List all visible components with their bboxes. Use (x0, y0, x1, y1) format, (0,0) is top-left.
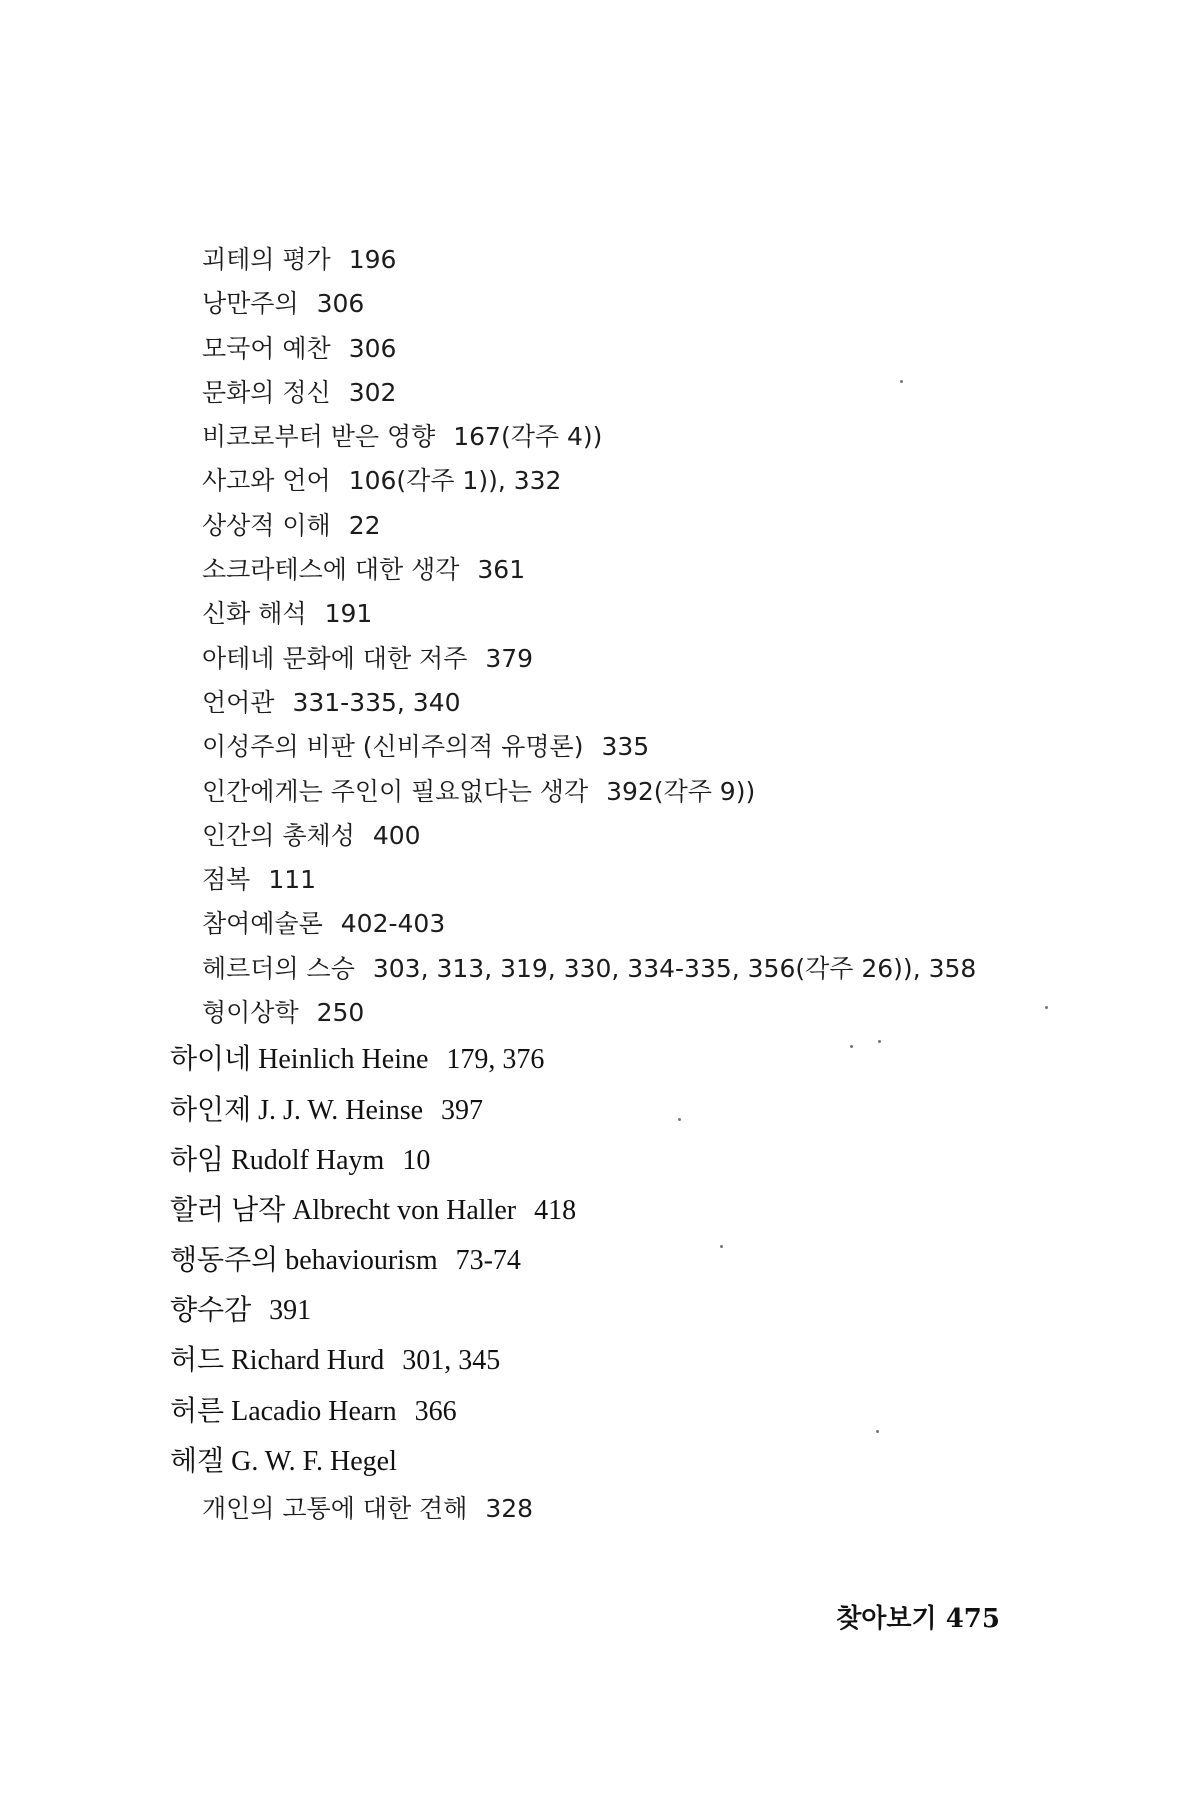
entry-term: 괴테의 평가 (202, 245, 331, 274)
index-subentry (202, 681, 1070, 725)
entry-pages: 400 (372, 820, 421, 850)
entry-term: 하임 Rudolf Haym (170, 1144, 385, 1176)
entry-term: 할러 남작 Albrecht von Haller (170, 1194, 517, 1226)
entry-term: 점복 (202, 865, 251, 895)
index-subentry (202, 858, 1070, 902)
index-subentry (202, 637, 1070, 681)
index-subentry (202, 415, 1070, 459)
entry-term: 언어관 (202, 687, 275, 717)
entry-pages: 196 (348, 245, 397, 274)
paper-speck (850, 1045, 853, 1048)
index-subentry (202, 504, 1070, 548)
index-subentry (202, 459, 1070, 503)
index-heading-entry (170, 1286, 1070, 1336)
index-heading-entry (170, 1035, 1070, 1085)
index-subentry (202, 902, 1070, 946)
entry-pages: 167(각주 4)) (453, 422, 603, 452)
entry-term: 헤겔 G. W. F. Hegel (170, 1445, 397, 1477)
entry-term: 인간의 총체성 (202, 820, 355, 850)
entry-pages: 250 (316, 998, 365, 1028)
index-subentry (202, 592, 1070, 636)
entry-term: 형이상학 (202, 998, 299, 1028)
paper-speck (878, 1040, 881, 1043)
entry-term: 하이네 Heinlich Heine (170, 1044, 429, 1076)
index-heading-entry (170, 1086, 1070, 1136)
entry-pages: 306 (316, 289, 365, 319)
entry-term: 소크라테스에 대한 생각 (202, 555, 460, 585)
page-footer (836, 1598, 1000, 1635)
entry-pages: 179, 376 (446, 1044, 545, 1076)
footer-page-number: 475 (945, 1604, 1000, 1634)
entry-pages: 303, 313, 319, 330, 334-335, 356(각주 26)), 358 (372, 953, 977, 983)
entry-term: 낭만주의 (202, 289, 299, 319)
index-heading-entry (170, 1186, 1070, 1236)
entry-pages: 366 (414, 1395, 457, 1427)
paper-speck (900, 380, 903, 383)
entry-pages: 73-74 (455, 1245, 521, 1277)
paper-speck (876, 1430, 879, 1433)
index-heading-entry (170, 1236, 1070, 1286)
entry-pages: 106(각주 1)), 332 (348, 466, 562, 496)
entry-pages: 392(각주 9)) (606, 776, 756, 806)
entry-pages: 10 (402, 1144, 431, 1176)
entry-term: 문화의 정신 (202, 377, 331, 407)
entry-pages: 302 (348, 377, 397, 407)
index-subentry (202, 371, 1070, 415)
index-subentry (202, 548, 1070, 592)
entry-term: 이성주의 비판 (신비주의적 유명론) (202, 732, 584, 762)
entry-pages: 328 (485, 1494, 534, 1524)
index-subentry (202, 327, 1070, 371)
entry-term: 신화 해석 (202, 599, 307, 629)
footer-section-label: 찾아보기 (836, 1604, 937, 1634)
index-heading-entry (170, 1387, 1070, 1437)
entry-pages: 379 (485, 643, 534, 673)
index-subentry (202, 1487, 1070, 1531)
entry-pages: 335 (601, 732, 650, 762)
index-subentry (202, 947, 1070, 991)
index-subentry (202, 770, 1070, 814)
paper-speck (678, 1118, 681, 1121)
paper-speck (1045, 1006, 1048, 1009)
entry-term: 사고와 언어 (202, 466, 331, 496)
entry-term: 비코로부터 받은 영향 (202, 422, 436, 452)
entry-pages: 391 (269, 1295, 312, 1327)
entry-term: 헤르더의 스승 (202, 953, 355, 983)
entry-pages: 191 (324, 599, 373, 629)
entry-term: 개인의 고통에 대한 견해 (202, 1494, 468, 1524)
index-subentry (202, 238, 1070, 282)
entry-term: 아테네 문화에 대한 저주 (202, 643, 468, 673)
index-subentry (202, 725, 1070, 769)
entry-term: 허드 Richard Hurd (170, 1345, 385, 1377)
entry-pages: 402-403 (340, 909, 446, 939)
entry-pages: 22 (348, 510, 381, 540)
entry-pages: 397 (441, 1094, 484, 1126)
entry-pages: 418 (534, 1194, 577, 1226)
entry-pages: 306 (348, 333, 397, 363)
entry-term: 행동주의 behaviourism (170, 1245, 438, 1277)
entry-pages: 361 (477, 555, 526, 585)
index-heading-entry (170, 1336, 1070, 1386)
entry-pages: 301, 345 (402, 1345, 501, 1377)
entry-term: 상상적 이해 (202, 510, 331, 540)
index-subentry (202, 282, 1070, 326)
index-entry-list (170, 238, 1070, 1531)
index-subentry (202, 814, 1070, 858)
entry-term: 허른 Lacadio Hearn (170, 1395, 397, 1427)
entry-pages: 111 (268, 865, 317, 895)
entry-pages: 331-335, 340 (292, 687, 461, 717)
index-subentry (202, 991, 1070, 1035)
entry-term: 참여예술론 (202, 909, 323, 939)
index-heading-entry (170, 1437, 1070, 1487)
entry-term: 하인제 J. J. W. Heinse (170, 1094, 424, 1126)
entry-term: 인간에게는 주인이 필요없다는 생각 (202, 776, 589, 806)
entry-term: 모국어 예찬 (202, 333, 331, 363)
index-heading-entry (170, 1136, 1070, 1186)
paper-speck (720, 1245, 723, 1248)
entry-term: 향수감 (170, 1295, 252, 1327)
